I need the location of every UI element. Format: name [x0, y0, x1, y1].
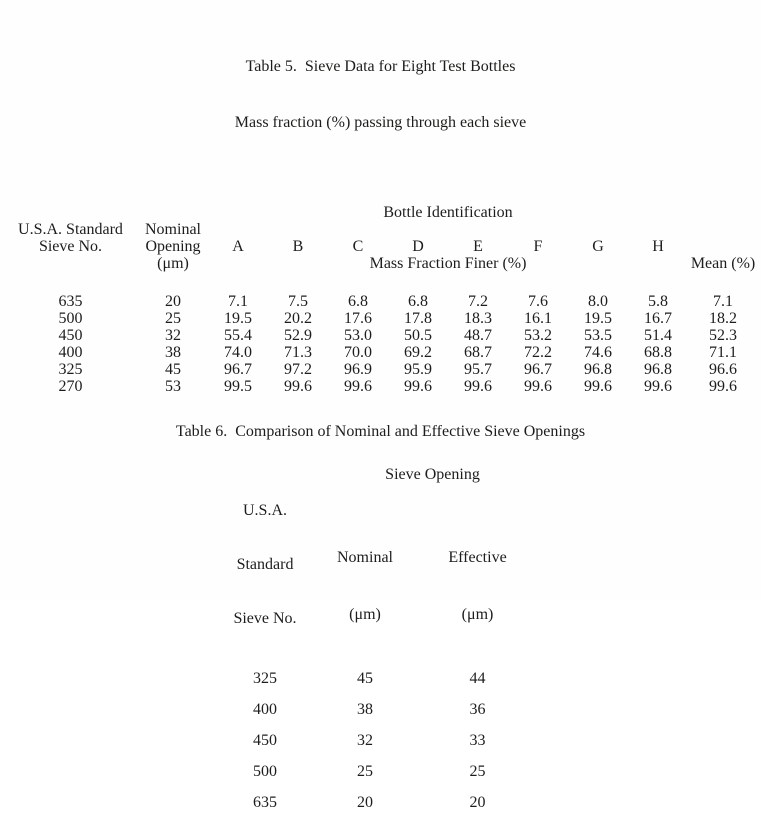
- t6-effective: 25: [469, 763, 486, 780]
- t5-bottle-label: F: [533, 238, 543, 255]
- t5-spacer-row: [3, 272, 758, 293]
- t5-data-row: [3, 344, 758, 361]
- t5-col2-header-line3: (μm): [157, 255, 189, 272]
- t5-value: 17.6: [344, 310, 372, 327]
- t5-bottle-label: G: [592, 238, 604, 255]
- t5-value: 52.9: [284, 327, 312, 344]
- t6-effective: 36: [469, 701, 486, 718]
- t5-bottle-label: A: [232, 238, 244, 255]
- t6-sieve-no: 325: [253, 670, 277, 687]
- t6-nominal-line1: Nominal: [337, 548, 393, 566]
- t6-sieve-no: 450: [253, 732, 277, 749]
- t5-bottle-label: E: [473, 238, 483, 255]
- t5-sieve-no: 450: [58, 327, 83, 344]
- t6-sieve-no: 635: [253, 794, 277, 811]
- t5-value: 17.8: [404, 310, 432, 327]
- t5-value: 72.2: [524, 344, 552, 361]
- t6-sieve-no: 400: [253, 701, 277, 718]
- t5-value: 70.0: [344, 344, 372, 361]
- t6-effective: 20: [469, 794, 486, 811]
- table6-title: Table 6. Comparison of Nominal and Effective Sieve Openings: [175, 423, 586, 440]
- t5-value: 48.7: [464, 327, 492, 344]
- t6-header-row-1: [210, 466, 545, 488]
- t6-effective-header: [410, 488, 545, 664]
- t6-effective-line2: (μm): [461, 605, 494, 623]
- t5-value: 69.2: [404, 344, 432, 361]
- t5-mass-fraction-finer-label: Mass Fraction Finer (%): [369, 255, 527, 272]
- t5-value: 53.2: [524, 327, 552, 344]
- t5-data-row: [3, 327, 758, 344]
- t5-col1-header-line1: U.S.A. Standard: [18, 221, 123, 238]
- t5-value: 96.9: [344, 361, 372, 378]
- t5-value: 96.8: [584, 361, 612, 378]
- t5-value: 20.2: [284, 310, 312, 327]
- t5-opening: 38: [165, 344, 181, 361]
- t5-mean: 96.6: [709, 361, 738, 378]
- empty-cell: [3, 255, 138, 272]
- t5-mean: 71.1: [709, 344, 738, 361]
- t5-value: 99.5: [224, 378, 252, 395]
- t6-nominal-line2: (μm): [349, 605, 381, 623]
- t5-value: 96.7: [224, 361, 252, 378]
- t5-value: 6.8: [408, 293, 428, 310]
- t5-value: 99.6: [644, 378, 673, 395]
- empty-cell: [688, 221, 758, 238]
- t5-value: 16.1: [524, 310, 552, 327]
- t5-bottle-label: H: [652, 238, 664, 255]
- t6-col1-line1: U.S.A.: [242, 501, 287, 519]
- t5-data-row: [3, 361, 758, 378]
- t6-effective-line1: Effective: [448, 548, 507, 566]
- t5-value: 99.6: [404, 378, 432, 395]
- t6-effective: 44: [469, 670, 486, 687]
- t5-value: 19.5: [584, 310, 612, 327]
- t5-opening: 20: [165, 293, 181, 310]
- t5-mean-label: Mean (%): [690, 255, 756, 272]
- t5-header-row-3: [3, 238, 758, 255]
- t5-sieve-no: 400: [58, 344, 83, 361]
- t5-value: 71.3: [284, 344, 312, 361]
- t5-value: 99.6: [344, 378, 372, 395]
- t5-header-row-4: [3, 255, 758, 272]
- t5-value: 74.6: [584, 344, 612, 361]
- t5-value: 7.6: [528, 293, 548, 310]
- t6-col1-header: [210, 466, 320, 664]
- t5-opening: 32: [165, 327, 181, 344]
- t5-value: 68.7: [464, 344, 492, 361]
- t6-data-row: [210, 664, 545, 695]
- t5-sieve-no: 325: [58, 361, 83, 378]
- t6-sieve-opening-label: Sieve Opening: [385, 465, 480, 483]
- t5-data-row: [3, 378, 758, 395]
- t5-value: 74.0: [224, 344, 252, 361]
- t5-value: 7.5: [288, 293, 308, 310]
- t5-value: 97.2: [284, 361, 312, 378]
- table6: [210, 466, 545, 819]
- t5-col2-header-line1: Nominal: [145, 221, 201, 238]
- t5-value: 5.8: [648, 293, 669, 310]
- table5-title-line1: Table 5. Sieve Data for Eight Test Bottles: [245, 58, 516, 75]
- table5-title-line2: Mass fraction (%) passing through each sieve: [234, 113, 527, 131]
- t5-value: 50.5: [404, 327, 432, 344]
- t5-bottle-identification-label: Bottle Identification: [383, 204, 513, 221]
- t5-value: 51.4: [644, 327, 673, 344]
- t6-col1-line2: Standard: [236, 555, 294, 573]
- t6-nominal: 20: [357, 794, 373, 811]
- t5-value: 68.8: [644, 344, 673, 361]
- t5-value: 8.0: [588, 293, 608, 310]
- empty-cell: [3, 272, 758, 293]
- t5-value: 55.4: [224, 327, 252, 344]
- t5-value: 53.5: [584, 327, 612, 344]
- empty-cell: [138, 204, 208, 221]
- t5-value: 7.1: [228, 293, 248, 310]
- t6-nominal: 38: [357, 701, 373, 718]
- t5-mean: 7.1: [713, 293, 734, 310]
- table5-title: [0, 0, 761, 169]
- t6-data-row: [210, 757, 545, 788]
- t5-opening: 45: [165, 361, 181, 378]
- t6-data-row: [210, 695, 545, 726]
- t5-col1-header-line2: Sieve No.: [38, 238, 103, 255]
- t5-header-row-2: [3, 221, 758, 238]
- t6-col1-line3: Sieve No.: [233, 609, 297, 627]
- t5-header-row-1: [3, 204, 758, 221]
- t5-data-row: [3, 310, 758, 327]
- t6-effective: 33: [469, 732, 486, 749]
- t6-nominal: 45: [357, 670, 373, 687]
- t5-value: 19.5: [224, 310, 252, 327]
- t5-opening: 25: [165, 310, 181, 327]
- t5-col2-header-line2: Opening: [145, 238, 201, 255]
- t5-value: 99.6: [284, 378, 312, 395]
- t5-value: 16.7: [644, 310, 673, 327]
- t5-sieve-no: 270: [58, 378, 83, 395]
- t6-data-row: [210, 726, 545, 757]
- t6-nominal: 32: [357, 732, 373, 749]
- t6-sieve-no: 500: [253, 763, 277, 780]
- t5-value: 53.0: [344, 327, 372, 344]
- t5-value: 18.3: [464, 310, 492, 327]
- t5-value: 95.9: [404, 361, 432, 378]
- t5-mean: 99.6: [709, 378, 738, 395]
- empty-cell: [688, 204, 758, 221]
- t5-sieve-no: 635: [58, 293, 83, 310]
- t5-bottle-label: D: [412, 238, 424, 255]
- t5-value: 99.6: [524, 378, 552, 395]
- t5-value: 7.2: [468, 293, 488, 310]
- t5-mean: 18.2: [709, 310, 738, 327]
- t5-data-row: [3, 293, 758, 310]
- empty-cell: [208, 221, 688, 238]
- empty-cell: [688, 238, 758, 255]
- t5-sieve-no: 500: [58, 310, 83, 327]
- t5-opening: 53: [165, 378, 181, 395]
- t6-nominal-header: [320, 488, 410, 664]
- t5-value: 99.6: [584, 378, 612, 395]
- t5-value: 96.8: [644, 361, 673, 378]
- t5-bottle-label: B: [292, 238, 304, 255]
- t5-value: 96.7: [524, 361, 552, 378]
- t5-value: 6.8: [348, 293, 368, 310]
- t5-bottle-label: C: [352, 238, 364, 255]
- t6-data-row: [210, 788, 545, 819]
- t6-nominal: 25: [357, 763, 373, 780]
- table5: [3, 204, 758, 395]
- t5-value: 95.7: [464, 361, 492, 378]
- t5-value: 99.6: [464, 378, 492, 395]
- t5-mean: 52.3: [709, 327, 738, 344]
- empty-cell: [3, 204, 138, 221]
